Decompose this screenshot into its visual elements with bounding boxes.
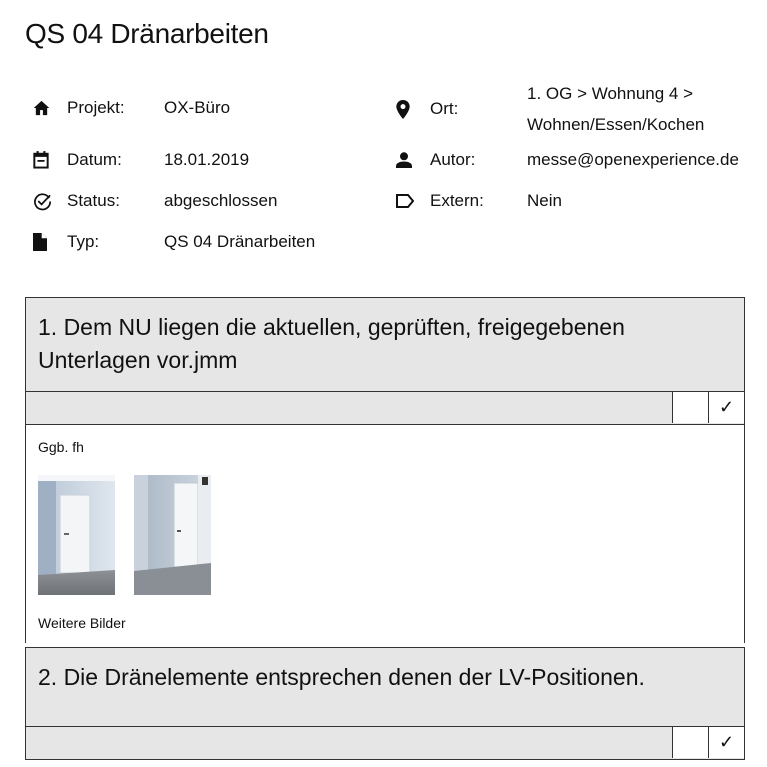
home-icon (33, 98, 67, 118)
ort-label: Ort: (430, 99, 459, 118)
typ-value: QS 04 Dränarbeiten (164, 232, 316, 251)
ort-value-line1: 1. OG > Wohnung 4 > (527, 84, 694, 103)
datum-value: 18.01.2019 (164, 150, 250, 169)
location-pin-icon (396, 99, 430, 119)
page-title: QS 04 Dränarbeiten (25, 18, 269, 49)
calendar-icon (33, 150, 67, 170)
autor-label: Autor: (430, 150, 476, 169)
answer-bar (26, 392, 744, 425)
status-value: abgeschlossen (164, 191, 278, 210)
meta-extern (396, 191, 562, 211)
projekt-label: Projekt: (67, 98, 125, 117)
datum-label: Datum: (67, 150, 122, 169)
meta-ort (396, 78, 757, 140)
more-images-link[interactable]: Weitere Bilder (38, 615, 126, 631)
status-label: Status: (67, 191, 120, 210)
question-card-1 (25, 297, 745, 643)
photo-thumbnail[interactable] (134, 475, 211, 595)
autor-value: messe@openexperience.de (527, 150, 739, 169)
answer-no-checkbox[interactable] (672, 727, 708, 758)
question-text: 1. Dem NU liegen die aktuellen, geprüften, freigegebenen Unterlagen vor.jmm (26, 298, 744, 392)
comment-text: Ggb. fh (38, 439, 84, 455)
typ-label: Typ: (67, 232, 100, 251)
file-icon (33, 232, 67, 252)
meta-autor (396, 150, 739, 170)
question-text: 2. Die Dränelemente entsprechen denen der LV-Positionen. (26, 648, 744, 727)
meta-projekt (33, 98, 230, 118)
photo-thumbnails (38, 475, 732, 595)
answer-bar (26, 727, 744, 760)
extern-value: Nein (527, 191, 562, 210)
check-circle-icon (33, 191, 67, 211)
answer-yes-checkbox[interactable]: ✓ (708, 727, 744, 758)
question-body (26, 425, 744, 643)
answer-no-checkbox[interactable] (672, 392, 708, 423)
projekt-value: OX-Büro (164, 98, 231, 117)
ort-value-line2: Wohnen/Essen/Kochen (527, 115, 705, 134)
person-icon (396, 150, 430, 170)
extern-label: Extern: (430, 191, 484, 210)
meta-datum (33, 150, 249, 170)
answer-yes-checkbox[interactable]: ✓ (708, 392, 744, 423)
question-card-2 (25, 647, 745, 760)
photo-thumbnail[interactable] (38, 475, 115, 595)
ort-value (527, 78, 757, 140)
meta-typ (33, 232, 315, 252)
label-tag-icon (396, 191, 430, 211)
meta-status (33, 191, 277, 211)
